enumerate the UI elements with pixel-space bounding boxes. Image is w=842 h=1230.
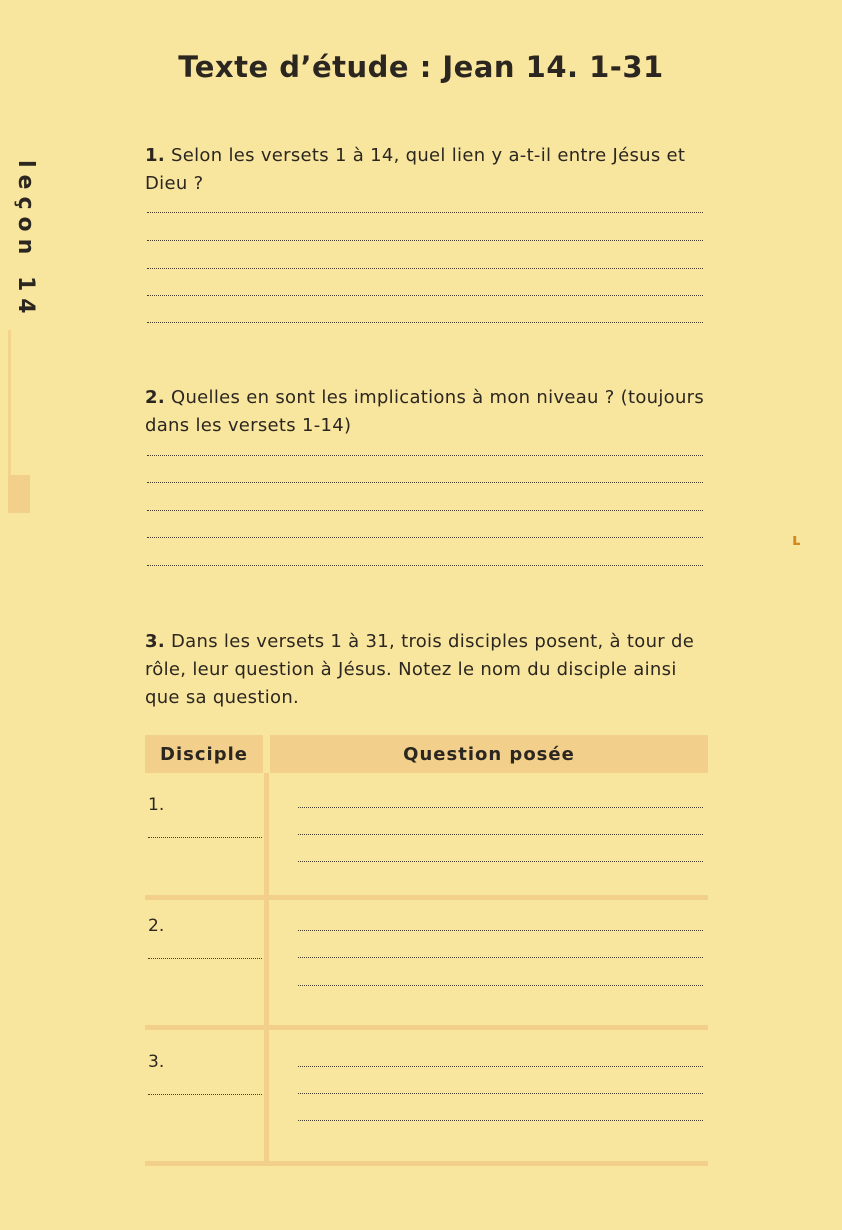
side-rule: [8, 330, 11, 475]
answer-line-1-1[interactable]: [147, 212, 703, 213]
pen-mark: ʟ: [792, 530, 801, 549]
answer-line-2-1[interactable]: [147, 455, 703, 456]
lesson-label: leçon 14: [13, 160, 38, 321]
question-1: [145, 142, 710, 198]
row-1-question-line-3[interactable]: [298, 861, 703, 862]
row-2-disciple-line[interactable]: [148, 958, 262, 959]
side-marker: [8, 475, 30, 513]
answer-line-2-4[interactable]: [147, 537, 703, 538]
row-divider-2: [145, 1025, 708, 1030]
question-3: [145, 628, 710, 712]
row-3-question-line-2[interactable]: [298, 1093, 703, 1094]
row-3-question-line-3[interactable]: [298, 1120, 703, 1121]
answer-line-1-3[interactable]: [147, 268, 703, 269]
row-2-question-line-2[interactable]: [298, 957, 703, 958]
row-2-number: 2.: [148, 916, 165, 936]
question-1-text: Selon les versets 1 à 14, quel lien y a-t-il entre Jésus et Dieu ?: [145, 145, 686, 194]
table-bottom-border: [145, 1161, 708, 1166]
row-1-question-line-2[interactable]: [298, 834, 703, 835]
answer-line-1-5[interactable]: [147, 322, 703, 323]
question-3-text: Dans les versets 1 à 31, trois disciples posent, à tour de rôle, leur question à Jésus. Notez le nom du disciple ainsi que sa question.: [145, 631, 695, 708]
row-1-disciple-line[interactable]: [148, 837, 262, 838]
answer-line-1-2[interactable]: [147, 240, 703, 241]
question-2-number: 2.: [145, 387, 165, 408]
header-question: Question posée: [270, 735, 708, 773]
question-2: [145, 384, 710, 440]
row-2-question-line-3[interactable]: [298, 985, 703, 986]
header-disciple: Disciple: [145, 735, 263, 773]
answer-line-2-2[interactable]: [147, 482, 703, 483]
answer-line-1-4[interactable]: [147, 295, 703, 296]
question-2-text: Quelles en sont les implications à mon niveau ? (toujours dans les versets 1-14): [145, 387, 705, 436]
row-1-number: 1.: [148, 795, 165, 815]
row-divider-1: [145, 895, 708, 900]
answer-line-2-3[interactable]: [147, 510, 703, 511]
answer-line-2-5[interactable]: [147, 565, 703, 566]
row-3-disciple-line[interactable]: [148, 1094, 262, 1095]
row-2-question-line-1[interactable]: [298, 930, 703, 931]
row-1-question-line-1[interactable]: [298, 807, 703, 808]
row-3-number: 3.: [148, 1052, 165, 1072]
column-divider: [264, 773, 269, 1166]
question-3-number: 3.: [145, 631, 165, 652]
row-3-question-line-1[interactable]: [298, 1066, 703, 1067]
question-1-number: 1.: [145, 145, 165, 166]
page-title: Texte d’étude : Jean 14. 1-31: [178, 50, 664, 84]
